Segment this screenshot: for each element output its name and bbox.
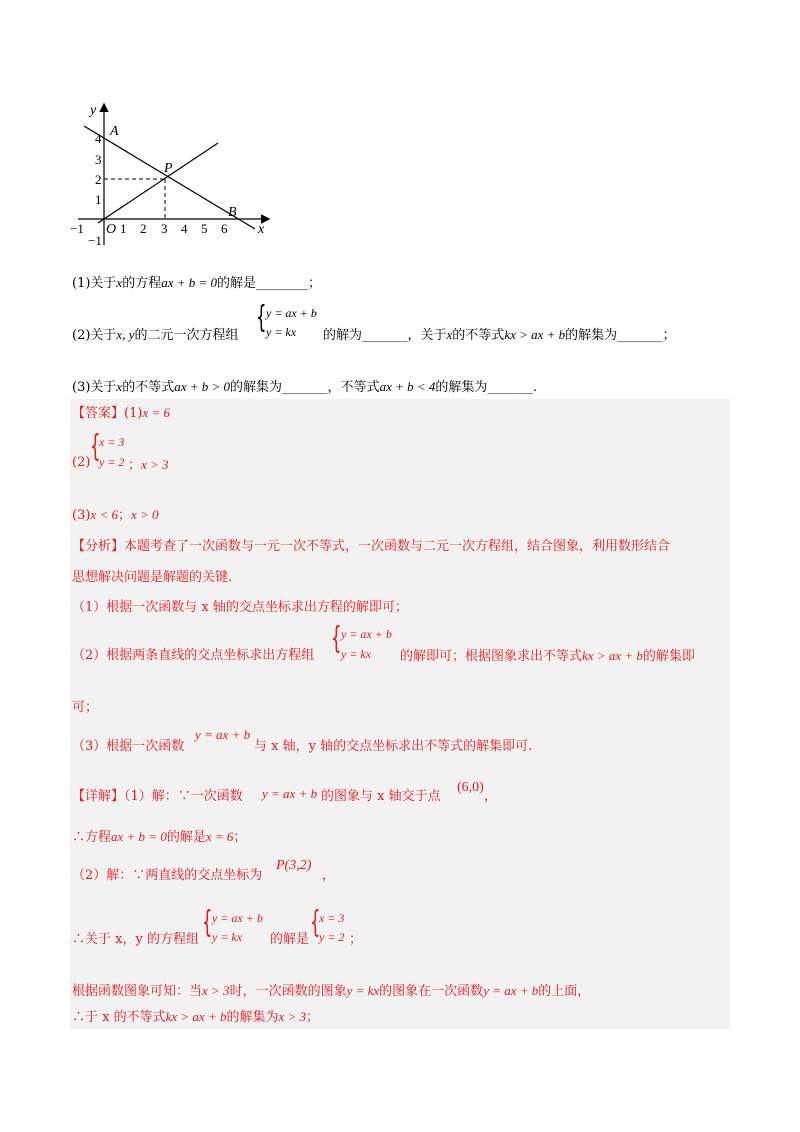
analysis-line-1: 【分析】本题考查了一次函数与一元一次不等式，一次函数与二元一次方程组，结合图象，利用数形结合 (72, 539, 671, 554)
x-tick: 5 (201, 221, 208, 236)
function-graph (60, 95, 280, 255)
detail-d4-line-1: y = ax + b (212, 911, 263, 925)
analysis-point-3-continued: 与 x 轴，y 轴的交点坐标求出不等式的解集即可. (254, 739, 533, 754)
answer-2-rest: ；x > 3 (128, 457, 169, 473)
x-tick: 1 (120, 221, 127, 236)
analysis-p2-brace: { (331, 621, 342, 656)
q2-system-line-2: y = kx (266, 325, 297, 339)
q2-system-line-1: y = ax + b (266, 306, 317, 320)
y-tick: 3 (95, 152, 102, 167)
answer-2-line-1: x = 3 (99, 435, 125, 449)
analysis-point-3: （3）根据一次函数 (72, 739, 185, 754)
answer-2-num: (2) (72, 455, 91, 470)
y-tick: −1 (88, 233, 102, 248)
detail-label: 【详解】 (72, 789, 125, 804)
x-axis-label: x (258, 222, 265, 237)
x-tick: 6 (221, 221, 228, 236)
detail-line-6: ∴于 x 的不等式kx > ax + b的解集为x > 3； (72, 1009, 320, 1025)
y-tick: 4 (95, 131, 102, 146)
question-2: (2)关于x, y的二元一次方程组 (72, 327, 239, 343)
analysis-line-2: 思想解决问题是解题的关键. (72, 570, 233, 585)
line-kx (98, 143, 218, 223)
detail-d4-sol-line-2: y = 2 (319, 930, 345, 944)
detail-line-1: 【详解】（1）解：∵一次函数 (72, 789, 243, 804)
detail-line-4-end: ； (349, 932, 363, 947)
point-b-label: B (228, 205, 237, 220)
point-a-label: A (110, 124, 119, 139)
analysis-point-2-continued: 的解即可；根据图象求出不等式kx > ax + b的解集即 (400, 648, 695, 664)
detail-line-4: ∴关于 x，y 的方程组 (72, 932, 199, 947)
analysis-p3-function: y = ax + b (195, 727, 251, 742)
detail-d1-end: ， (484, 789, 498, 804)
detail-d3-point: P(3,2) (276, 858, 312, 873)
detail-d4-line-2: y = kx (212, 930, 243, 944)
question-3: (3)关于x的不等式ax + b > 0的解集为_______，不等式ax + b < 4的解集为_______. (72, 379, 538, 395)
y-tick: 2 (95, 172, 102, 187)
y-axis-label: y (90, 103, 97, 118)
x-tick: 4 (181, 221, 188, 236)
analysis-point-2-end: 可； (72, 700, 99, 715)
answer-line-3: (3)x < 6；x > 0 (72, 507, 159, 523)
analysis-point-2: （2）根据两条直线的交点坐标求出方程组 (72, 648, 315, 663)
point-p-label: P (164, 161, 173, 176)
question-1: (1)关于x的方程ax + b = 0的解是________； (72, 275, 322, 291)
analysis-p2-line-1: y = ax + b (341, 627, 392, 641)
analysis-p2-line-2: y = kx (341, 647, 372, 661)
x-tick: 2 (140, 221, 147, 236)
detail-d4-brace: { (202, 905, 213, 940)
detail-d1-function: y = ax + b (262, 786, 318, 801)
x-tick: −1 (70, 221, 84, 236)
answer-line-1: 【答案】(1)x = 6 (72, 405, 170, 421)
detail-line-5: 根据函数图象可知：当x > 3时，一次函数的图象y = kx的图象在一次函数y = ax + b的上面， (72, 983, 591, 999)
analysis-label: 【分析】 (72, 539, 125, 554)
detail-line-4-mid: 的解是 (270, 932, 310, 947)
detail-d4-sol-brace: { (310, 905, 321, 940)
x-tick: 3 (161, 221, 168, 236)
answer-2-line-2: y = 2 (99, 455, 125, 469)
detail-line-1-continued: 的图象与 x 轴交于点 (321, 789, 441, 804)
detail-d3-end: ， (322, 868, 336, 883)
question-2-continued: 的解为_______，关于x的不等式kx > ax + b的解集为_______； (323, 327, 676, 343)
analysis-point-1: （1）根据一次函数与 x 轴的交点坐标求出方程的解即可； (72, 600, 408, 615)
origin-label: O (106, 222, 117, 237)
detail-line-2: ∴方程ax + b = 0的解是x = 6； (72, 829, 247, 845)
detail-d1-point: (6,0) (457, 780, 484, 795)
detail-line-3: （2）解：∵两直线的交点坐标为 (72, 868, 263, 883)
y-tick: 1 (95, 192, 102, 207)
detail-d4-sol-line-1: x = 3 (319, 911, 345, 925)
answer-2-brace: { (90, 429, 101, 464)
q2-system-brace: { (256, 300, 267, 335)
answer-label: 【答案】 (72, 406, 125, 421)
